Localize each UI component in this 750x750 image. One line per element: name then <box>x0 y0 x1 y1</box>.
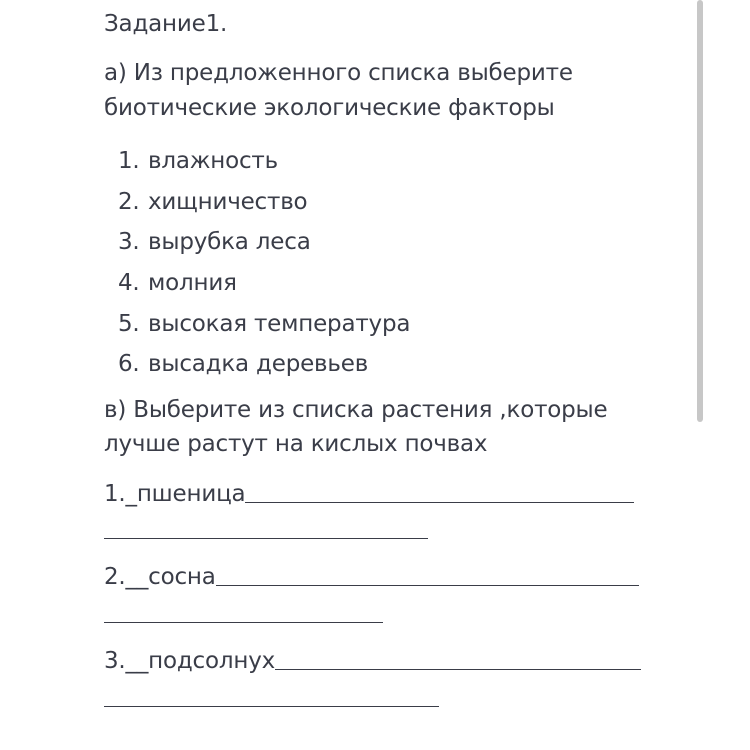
answer-fill-line <box>216 585 639 586</box>
answer-fill-line <box>275 669 641 670</box>
factor-text: влажность <box>148 148 278 175</box>
answer-fill-line <box>245 502 634 503</box>
task-b-prompt-line-1: в) Выберите из списка растения ,которые <box>104 397 608 423</box>
vertical-scrollbar[interactable] <box>697 0 705 422</box>
answer-continuation-line <box>104 538 428 539</box>
factor-number: 5. <box>118 310 140 337</box>
factor-item <box>118 263 410 304</box>
answer-row-1 <box>104 478 634 508</box>
factor-text: хищничество <box>148 188 308 215</box>
factor-text: высадка деревьев <box>148 351 369 378</box>
task-a-prompt-line-1: а) Из предложенного списка выберите <box>104 60 573 86</box>
answer-row-2 <box>104 561 639 591</box>
factor-number: 2. <box>118 188 140 215</box>
factor-item <box>118 303 410 344</box>
factor-list <box>118 141 410 385</box>
answer-continuation-line <box>104 622 383 623</box>
factor-number: 3. <box>118 229 140 256</box>
factor-text: молния <box>148 270 237 297</box>
task-title: Задание1. <box>104 11 228 37</box>
answer-continuation-line <box>104 706 439 707</box>
factor-text: высокая температура <box>148 310 411 337</box>
answer-label: 3.__подсолнух <box>104 648 276 674</box>
task-a-prompt-line-2: биотические экологические факторы <box>104 95 555 121</box>
factor-number: 4. <box>118 270 140 297</box>
factor-item <box>118 344 410 385</box>
answer-label: 2.__сосна <box>104 564 216 590</box>
task-b-prompt-line-2: лучше растут на кислых почвах <box>104 431 488 457</box>
factor-item <box>118 141 410 182</box>
scrollbar-thumb[interactable] <box>697 0 703 422</box>
factor-number: 6. <box>118 351 140 378</box>
answer-label: 1._пшеница <box>104 481 246 507</box>
factor-number: 1. <box>118 148 140 175</box>
factor-item <box>118 222 410 263</box>
factor-text: вырубка леса <box>148 229 311 256</box>
answer-row-3 <box>104 645 641 675</box>
factor-item <box>118 182 410 223</box>
